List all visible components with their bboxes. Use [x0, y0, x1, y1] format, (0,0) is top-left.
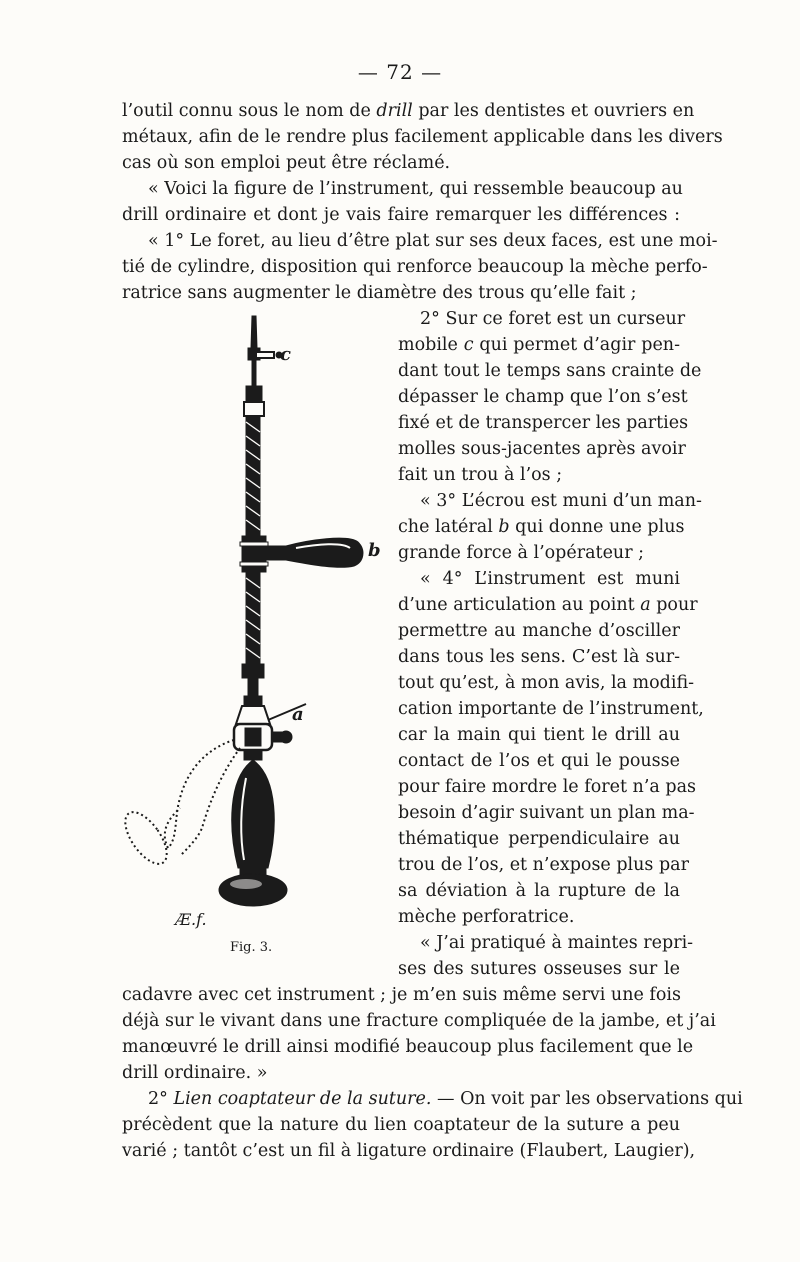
text-line: métaux, afin de le rendre plus facilement applicable dans les divers	[122, 127, 723, 147]
text-span: — On voit par les observations qui	[431, 1089, 743, 1109]
text-line: 2° Sur ce foret est un curseur	[420, 309, 686, 329]
text-line: drill ordinaire et dont je vais faire remarquer les différences :	[122, 205, 680, 225]
text-span: par les dentistes et ouvriers en	[412, 101, 695, 121]
text-line: thématique perpendiculaire au	[398, 829, 680, 849]
text-line: varié ; tantôt c’est un fil à ligature ordinaire (Flaubert, Laugier),	[122, 1141, 696, 1161]
text-line: ses des sutures osseuses sur le	[398, 959, 680, 979]
text-line: permettre au manche d’osciller	[398, 621, 680, 641]
text-line: sa déviation à la rupture de la	[398, 881, 680, 901]
text-line: cadavre avec cet instrument ; je m’en suis même servi une fois	[122, 985, 681, 1005]
text-line: fait un trou à l’os ;	[398, 465, 563, 485]
text-line	[148, 1086, 743, 1112]
text-line: « Voici la figure de l’instrument, qui ressemble beaucoup au	[148, 179, 683, 199]
text-line	[398, 332, 680, 358]
text-span: l’outil connu sous le nom de	[122, 101, 377, 121]
text-line: dans tous les sens. C’est là sur-	[398, 647, 680, 667]
text-line: cation importante de l’instrument,	[398, 699, 704, 719]
page-number: — 72 —	[357, 60, 443, 84]
text-line: « 3° L’écrou est muni d’un man-	[420, 491, 702, 511]
text-line: car la main qui tient le drill au	[398, 725, 680, 745]
figure-caption: Fig. 3.	[230, 940, 273, 955]
italic-letter: a	[640, 595, 651, 615]
text-line: « J’ai pratiqué à maintes repri-	[420, 933, 694, 953]
text-line: déjà sur le vivant dans une fracture compliquée de la jambe, et j’ai	[122, 1011, 716, 1031]
italic-letter: b	[498, 517, 510, 537]
text-line: mèche perforatrice.	[398, 907, 575, 927]
text-line: tout qu’est, à mon avis, la modifi-	[398, 673, 695, 693]
text-line: « 1° Le foret, au lieu d’être plat sur ses deux faces, est une moi-	[148, 231, 718, 251]
section-heading: Lien coaptateur de la suture.	[173, 1089, 432, 1109]
label-a: a	[292, 704, 304, 725]
text-span: mobile	[398, 335, 464, 355]
text-line: fixé et de transpercer les parties	[398, 413, 689, 433]
text-line: dépasser le champ que l’on s’est	[398, 387, 688, 407]
text-line: drill ordinaire. »	[122, 1063, 268, 1083]
text-line	[122, 98, 695, 124]
text-line: ratrice sans augmenter le diamètre des trous qu’elle fait ;	[122, 283, 637, 303]
text-line: trou de l’os, et n’expose plus par	[398, 855, 689, 875]
text-span: qui permet d’agir pen-	[473, 335, 680, 355]
italic-word: drill	[376, 101, 413, 121]
label-b: b	[368, 540, 381, 561]
text-span: qui donne une plus	[509, 517, 685, 537]
text-span: pour	[650, 595, 698, 615]
text-line: tié de cylindre, disposition qui renforce beaucoup la mèche perfo-	[122, 257, 708, 277]
text-span: 2°	[148, 1089, 174, 1109]
italic-letter: c	[463, 335, 474, 355]
text-line: molles sous-jacentes après avoir	[398, 439, 686, 459]
drill-illustration	[118, 308, 398, 958]
text-span: che latéral	[398, 517, 499, 537]
text-line: « 4° L’instrument est muni	[420, 569, 680, 589]
text-line: grande force à l’opérateur ;	[398, 543, 645, 563]
text-line: contact de l’os et qui le pousse	[398, 751, 680, 771]
text-line	[398, 592, 698, 618]
text-line: besoin d’agir suivant un plan ma-	[398, 803, 695, 823]
text-line: cas où son emploi peut être réclamé.	[122, 153, 451, 173]
text-line: pour faire mordre le foret n’a pas	[398, 777, 697, 797]
label-c: c	[280, 344, 291, 365]
text-line	[398, 514, 685, 540]
text-span: d’une articulation au point	[398, 595, 641, 615]
text-line: précèdent que la nature du lien coaptateur de la suture a peu	[122, 1115, 680, 1135]
engraver-signature: Æ.f.	[175, 910, 207, 929]
text-line: dant tout le temps sans crainte de	[398, 361, 702, 381]
text-line: manœuvré le drill ainsi modifié beaucoup plus facilement que le	[122, 1037, 694, 1057]
